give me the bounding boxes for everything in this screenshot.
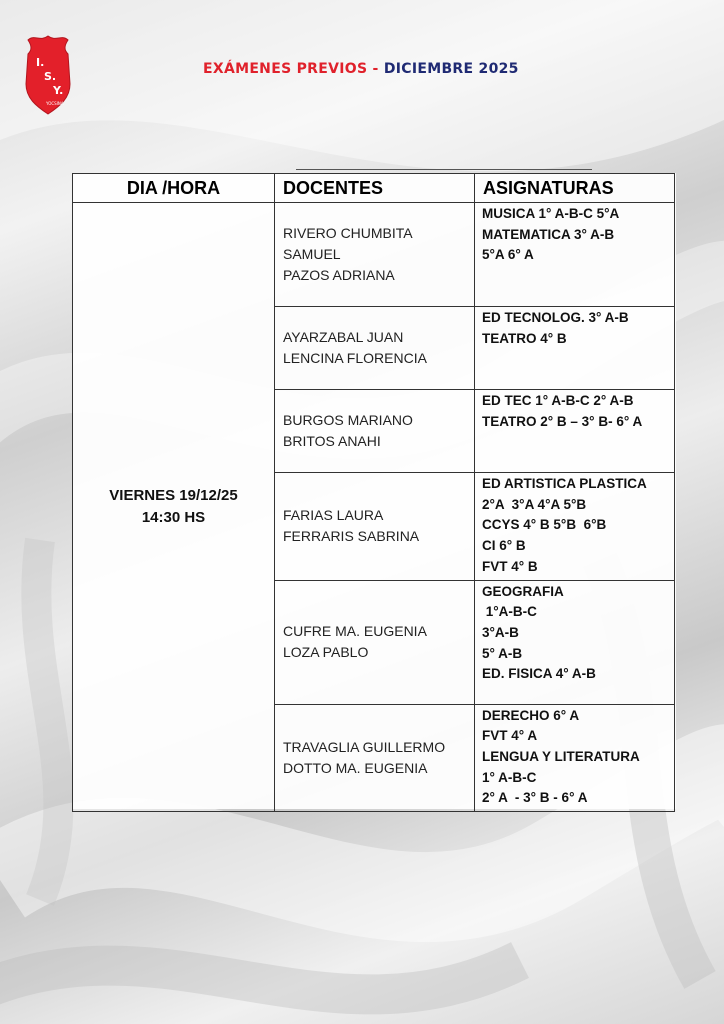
subjects-cell <box>475 704 675 812</box>
column-header-teachers: DOCENTES <box>275 174 475 203</box>
subject-line: MATEMATICA 3° A-B <box>482 226 615 242</box>
teachers-cell <box>275 203 475 307</box>
heading-divider <box>296 169 592 170</box>
teachers-cell <box>275 580 475 704</box>
teacher-name: DOTTO MA. EUGENIA <box>283 759 428 776</box>
subjects-cell <box>475 473 675 581</box>
column-header-day: DIA /HORA <box>73 174 275 203</box>
logo-motto: YOCSINA <box>46 101 64 106</box>
day-time-cell <box>73 203 275 812</box>
teachers-cell <box>275 390 475 473</box>
logo-letter-y: Y. <box>53 84 64 97</box>
subject-line: TEATRO 4° B <box>482 330 567 346</box>
teachers-cell <box>275 704 475 812</box>
teachers-cell <box>275 473 475 581</box>
subjects-cell <box>475 307 675 390</box>
subject-line: MUSICA 1° A-B-C 5°A <box>482 206 620 221</box>
subject-line: FVT 4° A <box>482 728 538 744</box>
subjects-cell <box>475 203 675 307</box>
teacher-name: CUFRE MA. EUGENIA <box>283 623 427 640</box>
teacher-name: LENCINA FLORENCIA <box>283 350 427 366</box>
title-month-label: DICIEMBRE 2025 <box>383 61 519 77</box>
subject-line: 2° A - 3° B - 6° A <box>482 790 588 806</box>
subject-line: DERECHO 6° A <box>482 707 580 723</box>
teacher-name: FERRARIS SABRINA <box>283 528 420 545</box>
school-logo-shield <box>20 32 76 116</box>
subject-line: FVT 4° B <box>482 558 538 574</box>
subject-line: 1° A-B-C <box>482 769 537 785</box>
subjects-cell <box>475 580 675 704</box>
subject-line: 5° A-B <box>482 645 523 661</box>
subject-line: GEOGRAFIA <box>482 583 564 599</box>
subject-line: ED. FISICA 4° A-B <box>482 666 596 682</box>
subject-line: CI 6° B <box>482 538 526 554</box>
teacher-name: SAMUEL <box>283 246 341 262</box>
teacher-name: BRITOS ANAHI <box>283 433 381 449</box>
table-row <box>73 203 675 307</box>
exam-date: VIERNES 19/12/25 <box>109 487 238 505</box>
subject-line: 5°A 6° A <box>482 247 534 263</box>
subject-line: 3°A-B <box>482 624 519 640</box>
subject-line: TEATRO 2° B – 3° B- 6° A <box>482 413 643 429</box>
teacher-name: TRAVAGLIA GUILLERMO <box>283 738 446 755</box>
title-exams-label: EXÁMENES PREVIOS - <box>203 61 379 77</box>
table-header-row <box>73 174 675 203</box>
teacher-name: RIVERO CHUMBITA <box>283 225 413 241</box>
subject-line: CCYS 4° B 5°B 6°B <box>482 517 607 533</box>
column-header-subjects: ASIGNATURAS <box>475 174 675 203</box>
teacher-name: FARIAS LAURA <box>283 507 384 524</box>
teacher-name: PAZOS ADRIANA <box>283 267 395 283</box>
subject-line: ED TEC 1° A-B-C 2° A-B <box>482 393 634 408</box>
exam-schedule-table <box>72 173 675 812</box>
subject-line: ED ARTISTICA PLASTICA <box>482 476 647 491</box>
teacher-name: BURGOS MARIANO <box>283 412 413 428</box>
exam-time: 14:30 HS <box>141 509 206 527</box>
teachers-cell <box>275 307 475 390</box>
subjects-cell <box>475 390 675 473</box>
logo-letter-i: I. <box>36 56 45 69</box>
subject-line: 1°A-B-C <box>482 604 537 620</box>
subject-line: 2°A 3°A 4°A 5°B <box>482 496 587 512</box>
logo-letter-s: S. <box>44 70 57 83</box>
subject-line: ED TECNOLOG. 3° A-B <box>482 310 629 325</box>
page-title <box>203 61 519 77</box>
teacher-name: LOZA PABLO <box>283 644 369 661</box>
teacher-name: AYARZABAL JUAN <box>283 329 404 345</box>
subject-line: LENGUA Y LITERATURA <box>482 748 640 764</box>
